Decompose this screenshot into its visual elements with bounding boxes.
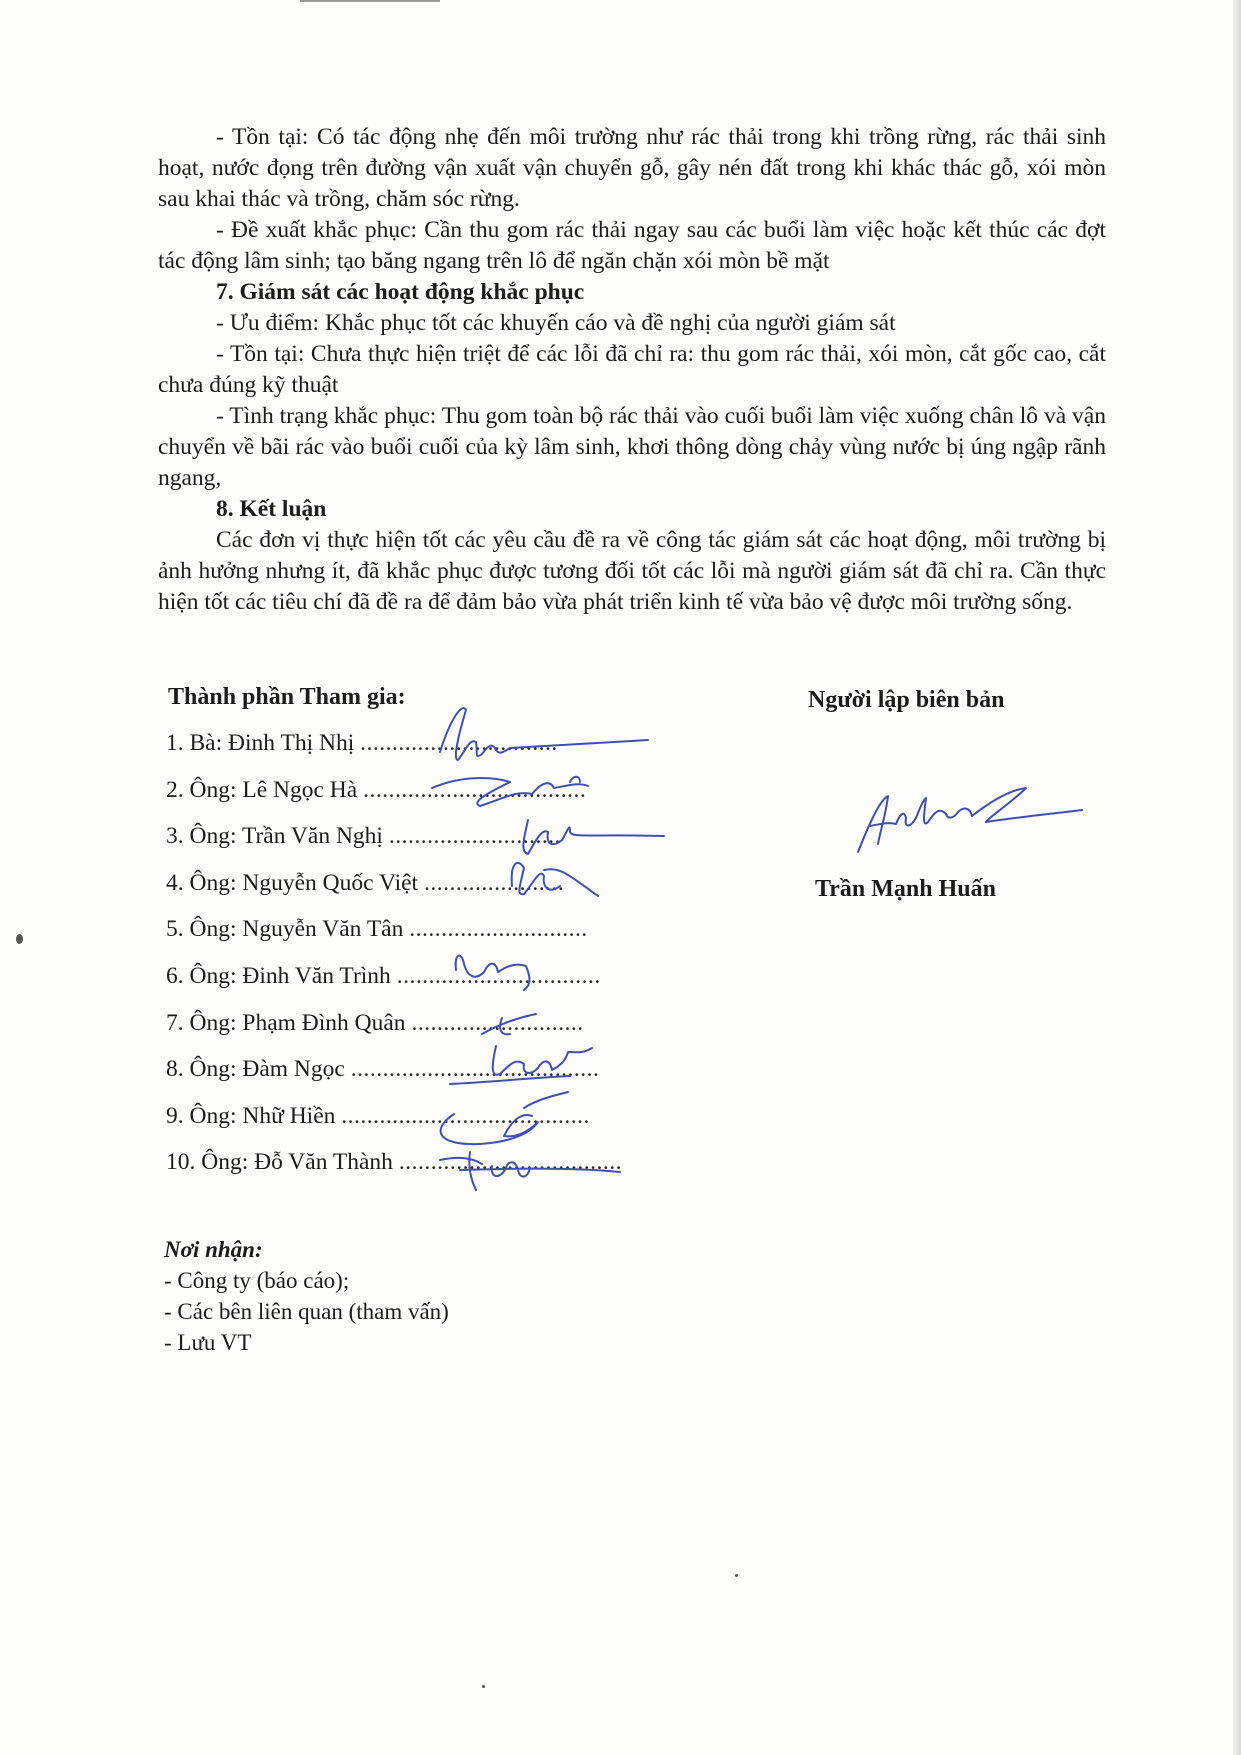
paragraph-ket-luan: Các đơn vị thực hiện tốt các yêu cầu đề ra về công tác giám sát các hoạt động, môi trường bị ảnh hưởng nhưng ít, đã khắc phục được tương đối tốt các lỗi mà người giám sát đã chỉ ra. Cần thực hiện tốt các tiêu chí đã đề ra để đảm bảo vừa phát triển kinh tế vừa bảo vệ được môi trường sống. <box>158 527 1106 615</box>
reporter-name: Trần Mạnh Huấn <box>815 876 996 902</box>
participants-title: Thành phần Tham gia: <box>168 684 406 710</box>
reporter-title: Người lập biên bản <box>808 687 1005 713</box>
signature-line: ...................... <box>423 869 565 896</box>
signature-line: ............................... <box>360 730 558 756</box>
report-body <box>158 122 1106 618</box>
signature-7 <box>482 1014 536 1034</box>
signature-8 <box>450 1046 592 1084</box>
participant-name: 9. Ông: Nhữ Hiền <box>166 1102 336 1129</box>
participant-name: 7. Ông: Phạm Đình Quân <box>166 1009 406 1036</box>
participant-name: 8. Ông: Đàm Ngọc <box>166 1056 345 1083</box>
signature-4 <box>512 863 598 896</box>
participant-name: 6. Ông: Đinh Văn Trình <box>166 962 391 989</box>
reporter-signature <box>840 770 1090 870</box>
scan-speck <box>735 1574 738 1577</box>
participant-name: 1. Bà: Đinh Thị Nhị <box>166 730 355 756</box>
recipient-item: - Các bên liên quan (tham vấn) <box>164 1299 449 1324</box>
signature-line: ....................................... <box>341 1102 590 1129</box>
participant-name: 10. Ông: Đỗ Văn Thành <box>166 1149 393 1176</box>
signature-9 <box>441 1092 568 1144</box>
participant-name: 4. Ông: Nguyễn Quốc Việt <box>166 869 419 896</box>
scan-speck <box>482 1685 485 1688</box>
participant-signatures <box>420 690 670 1210</box>
signature-line: ................................ <box>396 962 601 989</box>
section-heading-8: 8. Kết luận <box>216 496 327 522</box>
signature-line: ............................ <box>409 916 588 943</box>
paragraph-de-xuat: - Đề xuất khắc phục: Cần thu gom rác thải ngay sau các buổi làm việc hoặc kết thúc các đợt tác động lâm sinh; tạo băng ngang trên lô để ngăn chặn xói mòn bề mặt <box>158 217 1106 274</box>
scan-page-edge <box>1233 0 1241 1755</box>
participant-name: 5. Ông: Nguyễn Văn Tân <box>166 916 404 943</box>
recipients-title: Nơi nhận: <box>164 1237 263 1262</box>
scan-speck <box>16 934 23 944</box>
signature-10 <box>440 1152 620 1190</box>
signature-1 <box>440 708 648 760</box>
recipient-item: - Công ty (báo cáo); <box>164 1268 350 1293</box>
paragraph-ton-tai-2: - Tồn tại: Chưa thực hiện triệt để các lỗi đã chỉ ra: thu gom rác thải, xói mòn, cắt gốc cao, cắt chưa đúng kỹ thuật <box>158 341 1106 398</box>
scan-edge-mark <box>300 0 440 2</box>
signature-3 <box>523 820 664 854</box>
participant-name: 3. Ông: Trần Văn Nghị <box>166 823 383 850</box>
signature-line: ........................... <box>411 1009 584 1036</box>
paragraph-uu-diem: - Ưu điểm: Khắc phục tốt các khuyến cáo và đề nghị của người giám sát <box>216 310 896 336</box>
signature-2 <box>432 777 588 806</box>
signature-line: ................................... <box>398 1149 622 1176</box>
signature-line: ........................... <box>388 823 561 850</box>
recipient-item: - Lưu VT <box>164 1330 252 1355</box>
signature-line: ................................... <box>363 776 587 803</box>
recipients-block <box>164 1234 449 1358</box>
section-heading-7: 7. Giám sát các hoạt động khắc phục <box>216 279 585 305</box>
paragraph-ton-tai-1: - Tồn tại: Có tác động nhẹ đến môi trường như rác thải trong khi trồng rừng, rác thải sinh hoạt, nước đọng trên đường vận xuất vận chuyển gỗ, gây nén đất trong khi khác thác gỗ, xói mòn sau khai thác và trồng, chăm sóc rừng. <box>158 124 1106 212</box>
paragraph-tinh-trang: - Tình trạng khắc phục: Thu gom toàn bộ rác thải vào cuối buổi làm việc xuống chân lô và vận chuyển về bãi rác vào buổi cuối của kỳ lâm sinh, khơi thông dòng chảy vùng nước bị úng ngập rãnh ngang, <box>158 403 1106 491</box>
signature-6 <box>456 956 530 990</box>
participant-name: 2. Ông: Lê Ngọc Hà <box>166 776 358 803</box>
signature-line: ....................................... <box>350 1056 600 1083</box>
